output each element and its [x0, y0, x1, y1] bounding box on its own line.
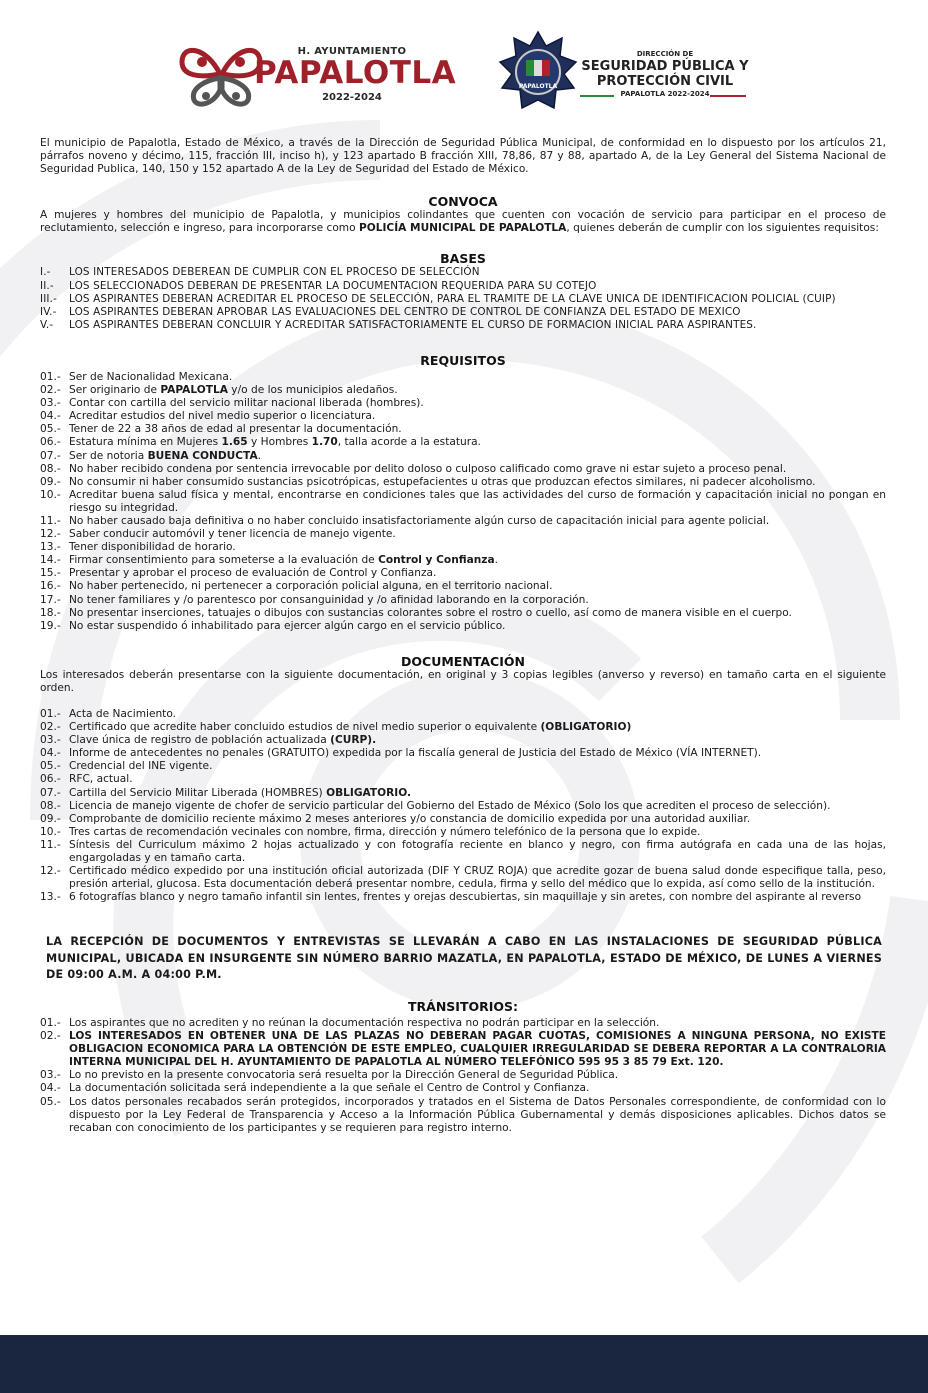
documento-item [40, 747, 886, 760]
requisito-item-text: 1.70 [311, 436, 338, 449]
requisito-item-text: Acreditar estudios del nivel medio superior o licenciatura. [69, 410, 376, 423]
requisito-item-text: No presentar inserciones, tatuajes o dibujos con sustancias colorantes sobre el rostro o cuello, así como de manera visible en el cuerpo. [69, 606, 792, 619]
requisito-item-text: Tener disponibilidad de horario. [69, 541, 236, 554]
documento-item [40, 708, 886, 721]
requisito-item-text: Saber conducir automóvil y tener licencia de manejo vigente. [69, 528, 396, 541]
requisito-item-number: 13.- [40, 541, 61, 554]
requisito-item [40, 371, 886, 384]
requisito-item-number: 06.- [40, 436, 61, 449]
requisito-item-text: Estatura mínima en Mujeres [69, 436, 222, 449]
documento-item-text: (OBLIGATORIO) [540, 721, 632, 734]
requisito-item [40, 528, 886, 541]
bases-item-number: IV.- [40, 305, 57, 318]
bases-item-text: LOS ASPIRANTES DEBERAN CONCLUIR Y ACREDITAR SATISFACTORIAMENTE EL CURSO DE FORMACION INICIAL PARA ASPIRANTES. [69, 318, 757, 331]
requisito-item [40, 489, 886, 515]
bases-item-number: V.- [40, 318, 54, 331]
requisito-item-text: y/o de los municipios aledaños. [227, 384, 398, 397]
documento-item-text: 6 fotografías blanco y negro tamaño infantil sin lentes, frentes y orejas descubiertas, sin maquillaje y sin aretes, con nombre del aspirante al reverso [69, 891, 862, 904]
requisito-item-number: 08.- [40, 462, 61, 475]
documento-item-number: 04.- [40, 747, 61, 760]
transitorio-item-text: Los aspirantes que no acrediten y no reúnan la documentación respectiva no podrán participar en la selección. [69, 1017, 660, 1030]
bases-item-text: LOS INTERESADOS DEBEREAN DE CUMPLIR CON EL PROCESO DE SELECCIÓN [69, 266, 480, 279]
requisito-item [40, 463, 886, 476]
requisito-item-text: Acreditar buena salud física y mental, encontrarse en condiciones tales que las actividades del curso de formación y capacitación inicial no pongan en riesgo su integridad. [69, 488, 886, 514]
transitorio-item [40, 1069, 886, 1082]
requisito-item-text: , talla acorde a la estatura. [337, 436, 481, 449]
requisitos-list [40, 371, 886, 633]
documento-item [40, 800, 886, 813]
documento-item [40, 826, 886, 839]
documento-item [40, 865, 886, 891]
transitorio-item-number: 01.- [40, 1017, 61, 1030]
convoca-paragraph [40, 209, 886, 235]
requisito-item-number: 05.- [40, 423, 61, 436]
documento-item [40, 891, 886, 904]
documentacion-list [40, 708, 886, 904]
documento-item [40, 721, 886, 734]
requisitos-heading: REQUISITOS [420, 352, 506, 368]
bases-item-text: LOS ASPIRANTES DEBERAN ACREDITAR EL PROCESO DE SELECCIÓN, PARA EL TRAMITE DE LA CLAVE UNICA DE IDENTIFICACION POLICIAL (CUIP) [69, 292, 836, 305]
requisito-item [40, 410, 886, 423]
requisito-item-text: PAPALOTLA [160, 384, 228, 397]
requisito-item-text: Tener de 22 a 38 años de edad al presentar la documentación. [69, 423, 402, 436]
documento-item [40, 734, 886, 747]
transitorio-item [40, 1030, 886, 1069]
requisito-item-text: No consumir ni haber consumido sustancias psicotrópicas, estupefacientes u otras que produzcan efectos similares, ni padecer alcoholismo. [69, 475, 816, 488]
transitorios-heading: TRÁNSITORIOS: [408, 999, 518, 1015]
police-badge-logo [498, 30, 578, 116]
documento-item-text: Clave única de registro de población actualizada [69, 734, 331, 747]
requisito-item [40, 384, 886, 397]
requisito-item-number: 19.- [40, 619, 61, 632]
requisito-item-text: y Hombres [247, 436, 312, 449]
requisito-item-number: 15.- [40, 567, 61, 580]
documento-item-text: Acta de Nacimiento. [69, 708, 177, 720]
requisito-item-text: Presentar y aprobar el proceso de evaluación de Control y Confianza. [69, 567, 437, 580]
requisito-item-number: 01.- [40, 370, 61, 383]
documento-item-text: Credencial del INE vigente. [69, 760, 213, 773]
bases-item [40, 280, 886, 293]
documento-item [40, 760, 886, 773]
requisito-item-number: 04.- [40, 410, 61, 423]
bases-item [40, 293, 886, 306]
documento-item-text: Comprobante de domicilio reciente máximo 2 meses anteriores y/o constancia de domicilio expedida por una autoridad auxiliar. [69, 812, 751, 825]
transitorio-item-number: 02.- [40, 1030, 61, 1043]
requisito-item [40, 423, 886, 436]
bases-item-number: III.- [40, 292, 57, 305]
requisito-item-number: 07.- [40, 449, 61, 462]
bases-item-text: LOS ASPIRANTES DEBERAN APROBAR LAS EVALUACIONES DEL CENTRO DE CONTROL DE CONFIANZA DEL ESTADO DE MEXICO [69, 305, 741, 318]
seguridad-title-line2: PROTECCIÓN CIVIL [596, 74, 734, 89]
requisito-item-number: 12.- [40, 528, 61, 541]
documento-item-text: Licencia de manejo vigente de chofer de servicio particular del Gobierno del Estado de México (Solo los que acrediten el proceso de selección). [69, 799, 831, 812]
transitorio-item-text: Lo no previsto en la presente convocatoria será resuelta por la Dirección General de Seguridad Pública. [69, 1069, 619, 1082]
documento-item-text: Informe de antecedentes no penales (GRATUITO) expedida por la fiscalía general de Justicia del Estado de México (VÍA INTERNET). [69, 747, 762, 760]
requisito-item-number: 02.- [40, 384, 61, 397]
documentacion-intro: Los interesados deberán presentarse con la siguiente documentación, en original y 3 copias legibles (anverso y reverso) en tamaño carta en el siguiente orden. [40, 668, 886, 694]
requisito-item [40, 397, 886, 410]
documento-item-text: Certificado que acredite haber concluido estudios de nivel medio superior o equivalente [69, 721, 541, 734]
bases-item [40, 306, 886, 319]
documento-item-number: 11.- [40, 838, 61, 851]
transitorio-item-number: 05.- [40, 1095, 61, 1108]
documento-item-number: 02.- [40, 721, 61, 734]
requisito-item-text: No haber causado baja definitiva o no haber concluido insatisfactoriamente algún curso de capacitación inicial para agente policial. [69, 514, 770, 527]
documento-item-number: 09.- [40, 812, 61, 825]
documento-item-text: Síntesis del Curriculum máximo 2 hojas actualizado y con fotografía reciente en blanco y negro, con firma autógrafa en cada una de las hojas, engargoladas y en tamaño carta. [69, 838, 886, 865]
documentacion-heading: DOCUMENTACIÓN [401, 653, 525, 669]
requisito-item-text: Control y Confianza [378, 554, 495, 567]
documento-item-number: 05.- [40, 760, 61, 773]
transitorio-item-text: Los datos personales recabados serán protegidos, incorporados y tratados en el Sistema de Datos Personales correspondiente, de conformidad con lo dispuesto por la Ley Federal de Transparencia y Acceso a la Información Pública Gubernamental y demás disposiciones aplicables. Dichos datos se recaban con conocimiento de los participantes y se requieren para registro interno. [69, 1095, 886, 1134]
requisito-item [40, 541, 886, 554]
requisito-item-text: 1.65 [221, 436, 248, 449]
bases-list [40, 266, 886, 331]
requisito-item [40, 607, 886, 620]
documento-item-text: OBLIGATORIO. [326, 786, 412, 799]
requisito-item [40, 594, 886, 607]
documento-item-number: 10.- [40, 825, 61, 838]
requisito-item-text: Ser de notoria [69, 449, 148, 462]
documento-item-text: Cartilla del Servicio Militar Liberada (HOMBRES) [69, 786, 327, 799]
requisito-item-number: 03.- [40, 397, 61, 410]
requisito-item-text: No estar suspendido ó inhabilitado para ejercer algún cargo en el servicio público. [69, 619, 506, 632]
requisito-item-number: 18.- [40, 606, 61, 619]
transitorio-item-number: 03.- [40, 1069, 61, 1082]
requisito-item-text: BUENA CONDUCTA [147, 449, 258, 462]
transitorio-item-text: LOS INTERESADOS EN OBTENER UNA DE LAS PLAZAS NO DEBERAN PAGAR CUOTAS, COMISIONES A NINGUNA PERSONA, NO EXISTE OBLIGACION ECONOMICA PARA LA OBTENCIÓN DE ESTE EMPLEO, CUALQUIER IRREGULARIDAD SE DEBERA REPORTAR A LA CONTRALORIA INTERNA MUNICIPAL DEL H. AYUNTAMIENTO DE PAPALOTLA AL NÚMERO TELEFÓNICO 595 95 3 85 79 Ext. 120. [69, 1030, 886, 1069]
bases-item-number: I.- [40, 266, 51, 279]
documento-item-number: 06.- [40, 773, 61, 786]
documento-item-text: (CURP). [330, 734, 377, 747]
document-body [40, 137, 886, 1135]
requisito-item [40, 580, 886, 593]
transitorio-item [40, 1082, 886, 1095]
documento-item [40, 813, 886, 826]
documento-item-number: 03.- [40, 734, 61, 747]
documento-item-number: 01.- [40, 708, 61, 720]
requisito-item-number: 11.- [40, 514, 61, 527]
bases-item [40, 266, 886, 279]
documento-item [40, 839, 886, 865]
requisito-item-text: No haber recibido condena por sentencia irrevocable por delito doloso o culposo calificado como grave ni estar sujeto a proceso penal. [69, 462, 787, 475]
page-header [0, 28, 928, 120]
seguridad-title-line1: SEGURIDAD PÚBLICA Y [581, 59, 749, 74]
transitorio-item-number: 04.- [40, 1082, 61, 1095]
requisito-item [40, 476, 886, 489]
convoca-text-end: , quienes deberán de cumplir con los siguientes requisitos: [566, 222, 879, 235]
requisito-item [40, 436, 886, 449]
ayuntamiento-label: H. AYUNTAMIENTO [297, 46, 407, 57]
requisito-item [40, 515, 886, 528]
convoca-text: A mujeres y hombres del municipio de Papalotla, y municipios colindantes que cuenten con vocación de servicio para participar en el proceso de reclutamiento, selección e ingreso, para incorporarse como [40, 209, 886, 235]
transitorios-list [40, 1017, 886, 1135]
bases-heading: BASES [440, 251, 486, 267]
bases-item [40, 319, 886, 332]
documento-item [40, 773, 886, 786]
requisito-item-text: Ser originario de [69, 384, 161, 397]
papalotla-butterfly-logo [176, 38, 266, 110]
intro-paragraph: El municipio de Papalotla, Estado de México, a través de la Dirección de Seguridad Pública Municipal, de conformidad en lo dispuesto por los artículos 21, párrafos noveno y décimo, 115, fracción III, inciso h), y 123 apartado B fracción XIII, 78,86, 87 y 88, apartado A, de la Ley General del Sistema Nacional de Seguridad Publica, 140, 150 y 152 apartado A de la Ley de Seguridad del Estado de México. [40, 137, 886, 176]
requisito-item-number: 16.- [40, 580, 61, 593]
documento-item [40, 787, 886, 800]
convoca-heading: CONVOCA [428, 194, 498, 210]
administration-years: 2022-2024 [322, 92, 382, 103]
transitorio-item [40, 1096, 886, 1135]
requisito-item [40, 620, 886, 633]
requisito-item-number: 17.- [40, 593, 61, 606]
requisito-item-text: No haber pertenecido, ni pertenecer a corporación policial alguna, en el territorio nacional. [69, 580, 553, 593]
requisito-item-number: 09.- [40, 475, 61, 488]
transitorio-item-text: La documentación solicitada será independiente a la que señale el Centro de Control y Confianza. [69, 1082, 590, 1095]
papalotla-title: PAPALOTLA [254, 55, 457, 91]
documento-item-text: Certificado médico expedido por una institución oficial autorizada (DIF Y CRUZ ROJA) que acredite gozar de buena salud donde especifique talla, peso, presión arterial, glucosa. Esta documentación deberá presentar nombre, cedula, firma y sello del médico que lo expida, así como sello de la institución. [69, 865, 886, 891]
reception-notice: LA RECEPCIÓN DE DOCUMENTOS Y ENTREVISTAS SE LLEVARÁN A CABO EN LAS INSTALACIONES DE SEGURIDAD PÚBLICA MUNICIPAL, UBICADA EN INSURGENTE SIN NÚMERO BARRIO MAZATLA, EN PAPALOTLA, ESTADO DE MÉXICO, DE LUNES A VIERNES DE 09:00 A.M. A 04:00 P.M. [46, 935, 882, 981]
documento-item-number: 13.- [40, 891, 61, 904]
requisito-item-number: 14.- [40, 554, 61, 567]
transitorio-item [40, 1017, 886, 1030]
requisito-item-text: No tener familiares y /o parentesco por consanguinidad y /o afinidad laborando en la corporación. [69, 593, 589, 606]
requisito-item [40, 450, 886, 463]
badge-text: PAPALOTLA [518, 83, 558, 90]
requisito-item [40, 554, 886, 567]
requisito-item-text: Ser de Nacionalidad Mexicana. [69, 370, 233, 383]
requisito-item-text: Contar con cartilla del servicio militar nacional liberada (hombres). [69, 397, 424, 410]
documento-item-number: 08.- [40, 799, 61, 812]
documento-item-text: RFC, actual. [69, 773, 133, 786]
requisito-item-number: 10.- [40, 488, 61, 501]
requisito-item-text: . [257, 449, 262, 462]
policia-municipal-bold: POLICÍA MUNICIPAL DE PAPALOTLA [358, 222, 567, 235]
direccion-years: PAPALOTLA 2022-2024 [620, 90, 710, 98]
direccion-label: DIRECCIÓN DE [636, 50, 694, 58]
documento-item-number: 07.- [40, 786, 61, 799]
requisito-item-text: Firmar consentimiento para someterse a la evaluación de [69, 554, 379, 567]
footer-band [0, 1335, 928, 1393]
requisito-item-text: . [494, 554, 498, 567]
bases-item-number: II.- [40, 279, 54, 292]
documento-item-number: 12.- [40, 865, 61, 878]
documento-item-text: Tres cartas de recomendación vecinales con nombre, firma, dirección y número telefónico de la persona que lo expide. [69, 825, 701, 838]
bases-item-text: LOS SELECCIONADOS DEBERAN DE PRESENTAR LA DOCUMENTACION REQUERIDA PARA SU COTEJO [69, 279, 597, 292]
requisito-item [40, 567, 886, 580]
